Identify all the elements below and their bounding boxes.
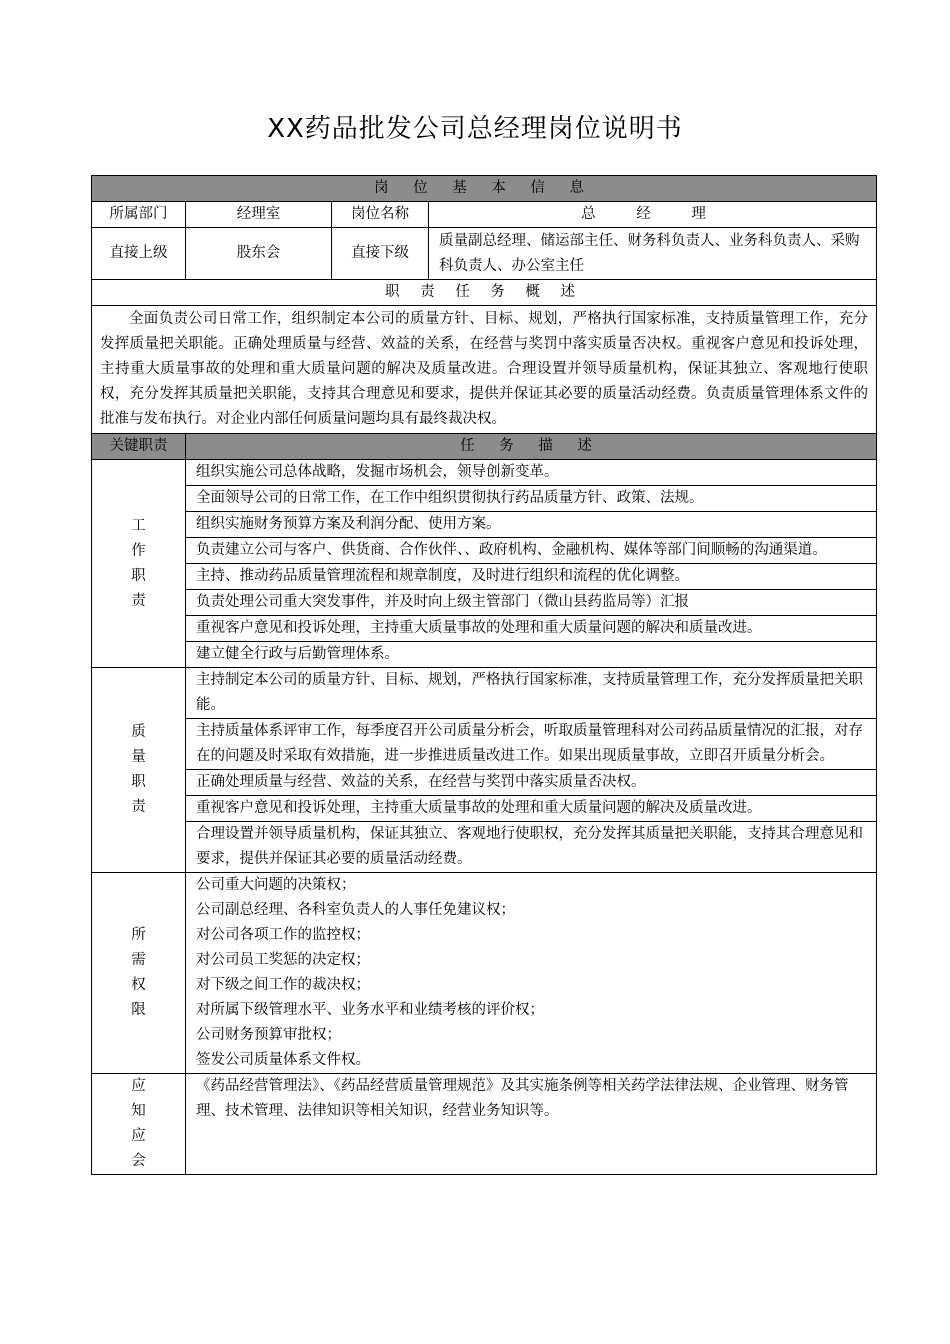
work-duties-label: 工 作 职 责 [92, 460, 186, 668]
dept-value: 经理室 [186, 202, 332, 228]
subordinate-label: 直接下级 [332, 228, 429, 280]
authority-item: 对公司员工奖惩的决定权； [196, 952, 370, 968]
post-value: 总 经 理 [429, 202, 877, 228]
knowledge-text: 《药品经营管理法》、《药品经营质量管理规范》及其实施条例等相关药学法律法规、企业管理、财务管理、技术管理、法律知识等相关知识，经营业务知识等。 [186, 1074, 877, 1175]
quality-duty-item: 主持质量体系评审工作，每季度召开公司质量分析会，听取质量管理科对公司药品质量情况的汇报，对存在的问题及时采取有效措施，进一步推进质量改进工作。如果出现质量事故，立即召开质量分析会。 [186, 719, 877, 770]
quality-duties-label: 质 量 职 责 [92, 668, 186, 873]
authority-list [186, 873, 877, 1074]
work-duty-item: 负责处理公司重大突发事件，并及时向上级主管部门（微山县药监局等）汇报 [186, 590, 877, 616]
quality-duty-item: 重视客户意见和投诉处理，主持重大质量事故的处理和重大质量问题的解决及质量改进。 [186, 796, 877, 822]
quality-duty-item: 主持制定本公司的质量方针、目标、规划，严格执行国家标准，支持质量管理工作，充分发挥质量把关职能。 [186, 668, 877, 719]
knowledge-label: 应 知 应 会 [92, 1074, 186, 1175]
job-description-table [91, 175, 877, 1175]
quality-duty-item: 合理设置并领导质量机构，保证其独立、客观地行使职权，充分发挥其质量把关职能，支持其合理意见和要求，提供并保证其必要的质量活动经费。 [186, 822, 877, 873]
overview-header: 职 责 任 务 概 述 [92, 280, 877, 306]
post-label: 岗位名称 [332, 202, 429, 228]
quality-duty-item: 正确处理质量与经营、效益的关系，在经营与奖罚中落实质量否决权。 [186, 770, 877, 796]
task-description-header: 任 务 描 述 [186, 434, 877, 460]
overview-text: 全面负责公司日常工作，组织制定本公司的质量方针、目标、规划，严格执行国家标准，支持质量管理工作，充分发挥质量把关职能。正确处理质量与经营、效益的关系，在经营与奖罚中落实质量否决权。重视客户意见和投诉处理，主持重大质量事故的处理和重大质量问题的解决及质量改进。合理设置并领导质量机构，保证其独立、客观地行使职权，充分发挥其质量把关职能，支持其合理意见和要求，提供并保证其必要的质量活动经费。负责质量管理体系文件的批准与发布执行。对企业内部任何质量问题均具有最终裁决权。 [92, 306, 877, 434]
authority-item: 对公司各项工作的监控权； [196, 927, 370, 943]
work-duty-item: 主持、推动药品质量管理流程和规章制度，及时进行组织和流程的优化调整。 [186, 564, 877, 590]
work-duty-item: 重视客户意见和投诉处理，主持重大质量事故的处理和重大质量问题的解决和质量改进。 [186, 616, 877, 642]
document-title: XX药品批发公司总经理岗位说明书 [267, 114, 683, 144]
work-duty-item: 建立健全行政与后勤管理体系。 [186, 642, 877, 668]
work-duty-item: 负责建立公司与客户、供货商、合作伙伴、、政府机构、金融机构、媒体等部门间顺畅的沟通渠道。 [186, 538, 877, 564]
authority-item: 公司副总经理、各科室负责人的人事任免建议权； [196, 902, 515, 918]
work-duty-item: 全面领导公司的日常工作，在工作中组织贯彻执行药品质量方针、政策、法规。 [186, 486, 877, 512]
authority-item: 对所属下级管理水平、业务水平和业绩考核的评价权； [196, 1002, 544, 1018]
authority-item: 对下级之间工作的裁决权； [196, 977, 370, 993]
key-duties-header: 关键职责 [92, 434, 186, 460]
basic-info-header: 岗 位 基 本 信 息 [92, 176, 877, 202]
work-duty-item: 组织实施财务预算方案及利润分配、使用方案。 [186, 512, 877, 538]
superior-label: 直接上级 [92, 228, 186, 280]
authority-item: 签发公司质量体系文件权。 [196, 1052, 370, 1068]
authority-item: 公司重大问题的决策权； [196, 877, 356, 893]
superior-value: 股东会 [186, 228, 332, 280]
authority-item: 公司财务预算审批权； [196, 1027, 341, 1043]
subordinate-value: 质量副总经理、储运部主任、财务科负责人、业务科负责人、采购科负责人、办公室主任 [429, 228, 877, 280]
authority-label: 所 需 权 限 [92, 873, 186, 1074]
dept-label: 所属部门 [92, 202, 186, 228]
work-duty-item: 组织实施公司总体战略，发掘市场机会，领导创新变革。 [186, 460, 877, 486]
